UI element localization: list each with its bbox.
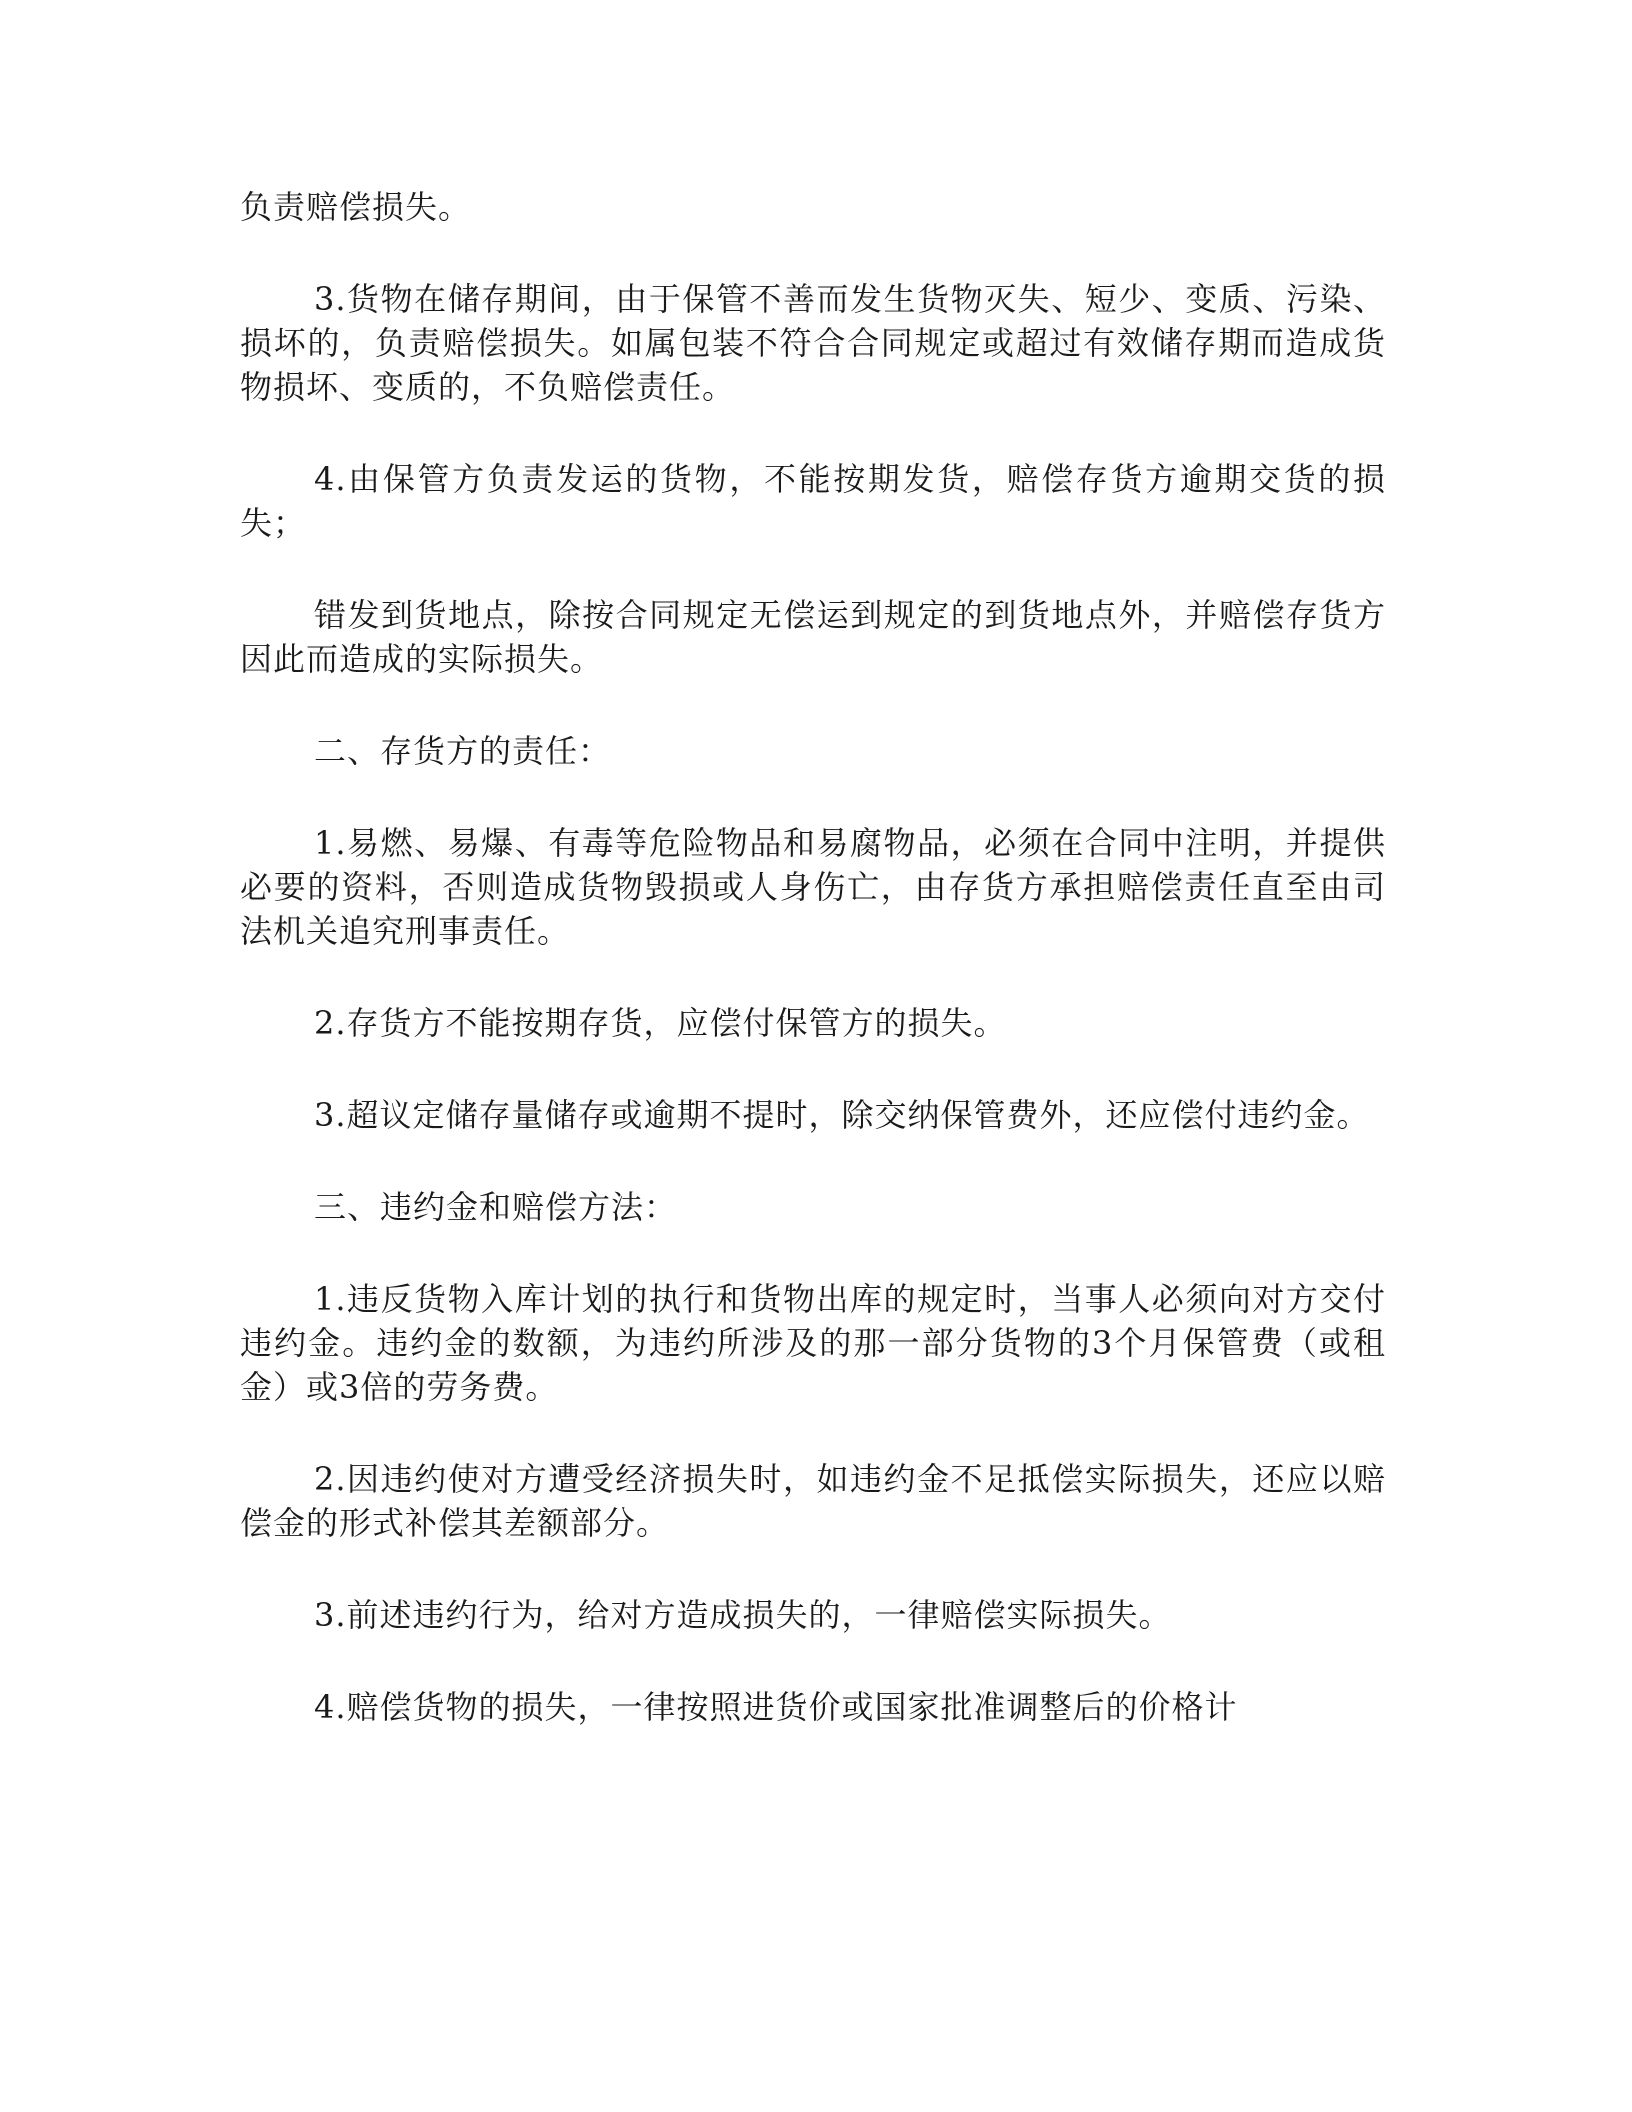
- paragraph-keeper-item-3: 3.货物在储存期间，由于保管不善而发生货物灭失、短少、变质、污染、损坏的，负责赔偿损失。如属包装不符合合同规定或超过有效储存期而造成货物损坏、变质的，不负赔偿责任。: [240, 280, 1386, 406]
- paragraph-penalty-item-4: 4.赔偿货物的损失，一律按照进货价或国家批准调整后的价格计: [314, 1688, 1238, 1726]
- section-heading-depositor-duties: 二、存货方的责任：: [314, 732, 612, 770]
- paragraph-penalty-item-3: 3.前述违约行为，给对方造成损失的，一律赔偿实际损失。: [314, 1596, 1172, 1634]
- paragraph-misdelivery: 错发到货地点，除按合同规定无偿运到规定的到货地点外，并赔偿存货方因此而造成的实际损失。: [240, 596, 1386, 678]
- paragraph-keeper-item-4: 4.由保管方负责发运的货物，不能按期发货，赔偿存货方逾期交货的损失；: [240, 460, 1386, 542]
- paragraph-depositor-item-2: 2.存货方不能按期存货，应偿付保管方的损失。: [314, 1004, 1007, 1042]
- paragraph-depositor-item-1: 1.易燃、易爆、有毒等危险物品和易腐物品，必须在合同中注明，并提供必要的资料，否则造成货物毁损或人身伤亡，由存货方承担赔偿责任直至由司法机关追究刑事责任。: [240, 824, 1386, 950]
- document-body: [240, 185, 1386, 1777]
- paragraph-continuation: 负责赔偿损失。: [240, 188, 472, 226]
- paragraph-penalty-item-1: 1.违反货物入库计划的执行和货物出库的规定时，当事人必须向对方交付违约金。违约金的数额，为违约所涉及的那一部分货物的3个月保管费（或租金）或3倍的劳务费。: [240, 1280, 1386, 1406]
- section-heading-penalty-methods: 三、违约金和赔偿方法：: [314, 1188, 678, 1226]
- paragraph-depositor-item-3: 3.超议定储存量储存或逾期不提时，除交纳保管费外，还应偿付违约金。: [314, 1096, 1370, 1134]
- paragraph-penalty-item-2: 2.因违约使对方遭受经济损失时，如违约金不足抵偿实际损失，还应以赔偿金的形式补偿其差额部分。: [240, 1460, 1386, 1542]
